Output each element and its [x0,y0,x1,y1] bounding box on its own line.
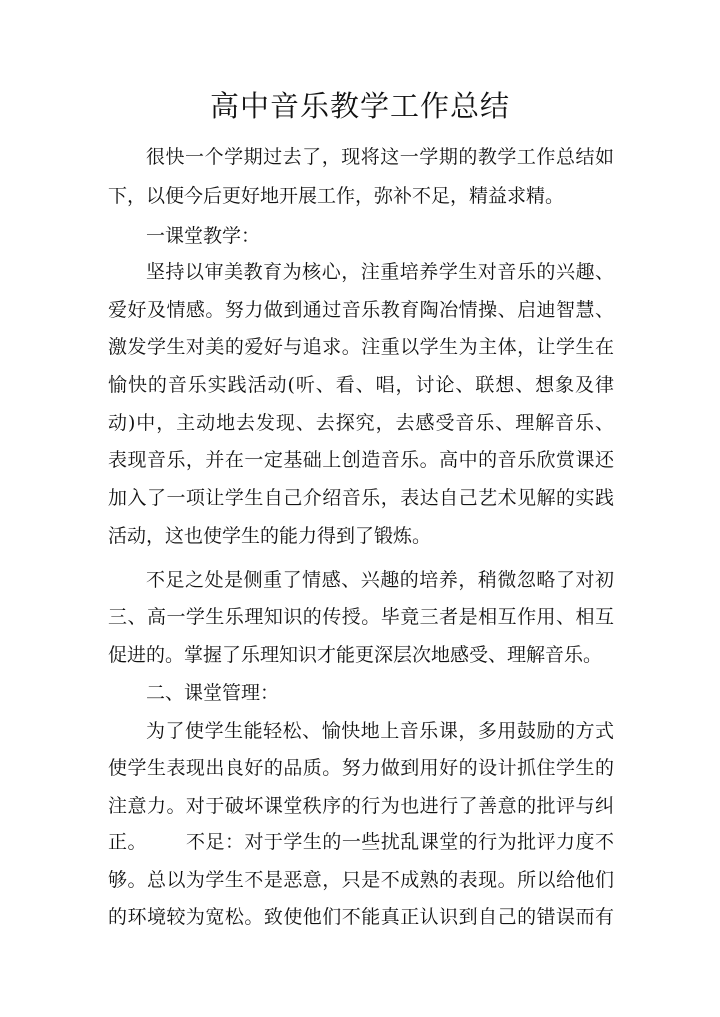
paragraph-line: 三、高一学生乐理知识的传授。毕竟三者是相互作用、相互 [108,606,614,628]
paragraph-line: 够。总以为学生不是恶意，只是不成熟的表现。所以给他们 [108,869,614,891]
paragraph-line: 加入了一项让学生自己介绍音乐，表达自己艺术见解的实践 [108,487,614,509]
paragraph-line: 动)中，主动地去发现、去探究，去感受音乐、理解音乐、 [108,412,614,434]
section-heading: 一课堂教学： [146,225,261,247]
section-heading: 二、课堂管理： [146,682,280,704]
paragraph-line: 下，以便今后更好地开展工作，弥补不足，精益求精。 [108,185,565,207]
paragraph-line: 表现音乐，并在一定基础上创造音乐。高中的音乐欣赏课还 [108,449,614,471]
document-title: 高中音乐教学工作总结 [209,89,510,123]
paragraph-line: 不足之处是侧重了情感、兴趣的培养，稍微忽略了对初 [146,569,614,591]
paragraph-line: 很快一个学期过去了，现将这一学期的教学工作总结如 [146,146,614,168]
paragraph-line: 正。 不足：对于学生的一些扰乱课堂的行为批评力度不 [108,831,614,853]
paragraph-line: 注意力。对于破坏课堂秩序的行为也进行了善意的批评与纠 [108,795,614,817]
paragraph-line: 坚持以审美教育为核心，注重培养学生对音乐的兴趣、 [146,261,614,283]
paragraph-line: 愉快的音乐实践活动(听、看、唱，讨论、联想、想象及律 [108,374,614,396]
paragraph-line: 爱好及情感。努力做到通过音乐教育陶冶情操、启迪智慧、 [108,299,614,321]
paragraph-line: 活动，这也使学生的能力得到了锻炼。 [108,525,432,547]
paragraph-line: 激发学生对美的爱好与追求。注重以学生为主体，让学生在 [108,336,614,358]
paragraph-line: 促进的。掌握了乐理知识才能更深层次地感受、理解音乐。 [108,644,603,666]
paragraph-line: 使学生表现出良好的品质。努力做到用好的设计抓住学生的 [108,757,614,779]
paragraph-line: 为了使学生能轻松、愉快地上音乐课，多用鼓励的方式 [146,720,614,742]
paragraph-line: 的环境较为宽松。致使他们不能真正认识到自己的错误而有 [108,906,614,928]
